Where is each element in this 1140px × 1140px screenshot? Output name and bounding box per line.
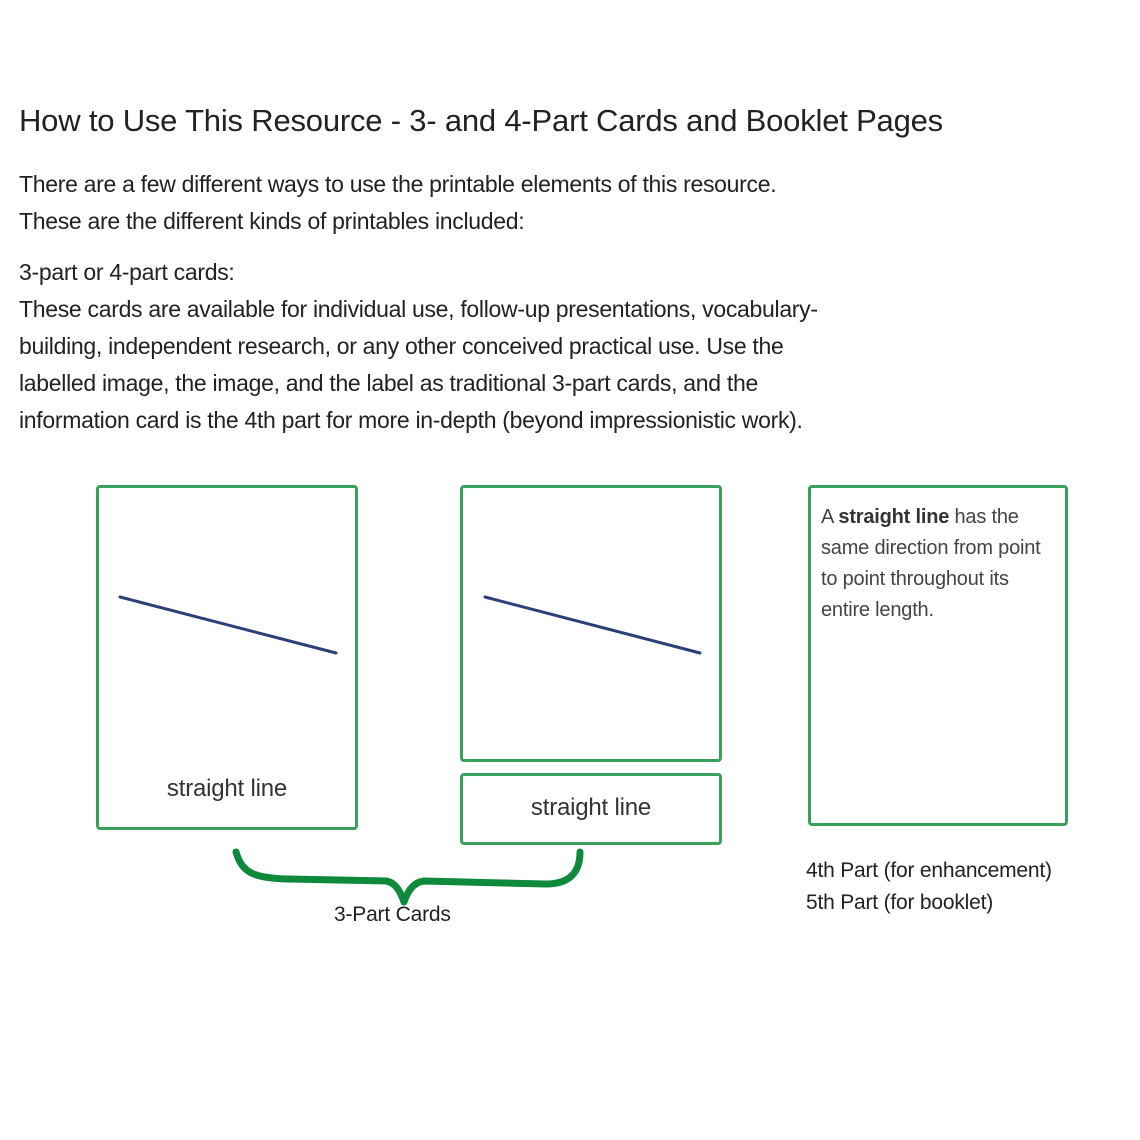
section-line: labelled image, the image, and the label as traditional 3-part cards, and the (19, 370, 758, 396)
card-label: straight line (530, 794, 652, 821)
page-title: How to Use This Resource - 3- and 4-Part Cards and Booklet Pages (19, 103, 943, 138)
information-text (821, 502, 1053, 626)
straight-line-illustration (463, 488, 719, 759)
info-prefix: A (821, 506, 839, 528)
label-card (460, 773, 722, 845)
fifth-part-caption: 5th Part (for booklet) (806, 891, 994, 914)
image-card (460, 485, 722, 762)
intro-paragraph (19, 166, 776, 240)
labelled-image-card (96, 485, 358, 830)
info-description: has the same direction from point to point throughout its entire length. (821, 506, 1041, 621)
three-part-cards-caption: 3-Part Cards (334, 903, 451, 926)
fourth-part-caption: 4th Part (for enhancement) (806, 859, 1052, 882)
section-line: building, independent research, or any other conceived practical use. Use the (19, 333, 784, 359)
intro-line: These are the different kinds of printables included: (19, 208, 525, 234)
section-heading: 3-part or 4-part cards: (19, 259, 235, 285)
curly-brace-icon (228, 846, 590, 910)
intro-line: There are a few different ways to use the printable elements of this resource. (19, 171, 777, 197)
information-card (808, 485, 1068, 826)
card-label: straight line (166, 775, 288, 802)
section-line: information card is the 4th part for more in-depth (beyond impressionistic work). (19, 407, 803, 433)
info-term: straight line (838, 506, 950, 528)
section-line: These cards are available for individual use, follow-up presentations, vocabulary- (19, 296, 818, 322)
cards-section (19, 254, 818, 439)
